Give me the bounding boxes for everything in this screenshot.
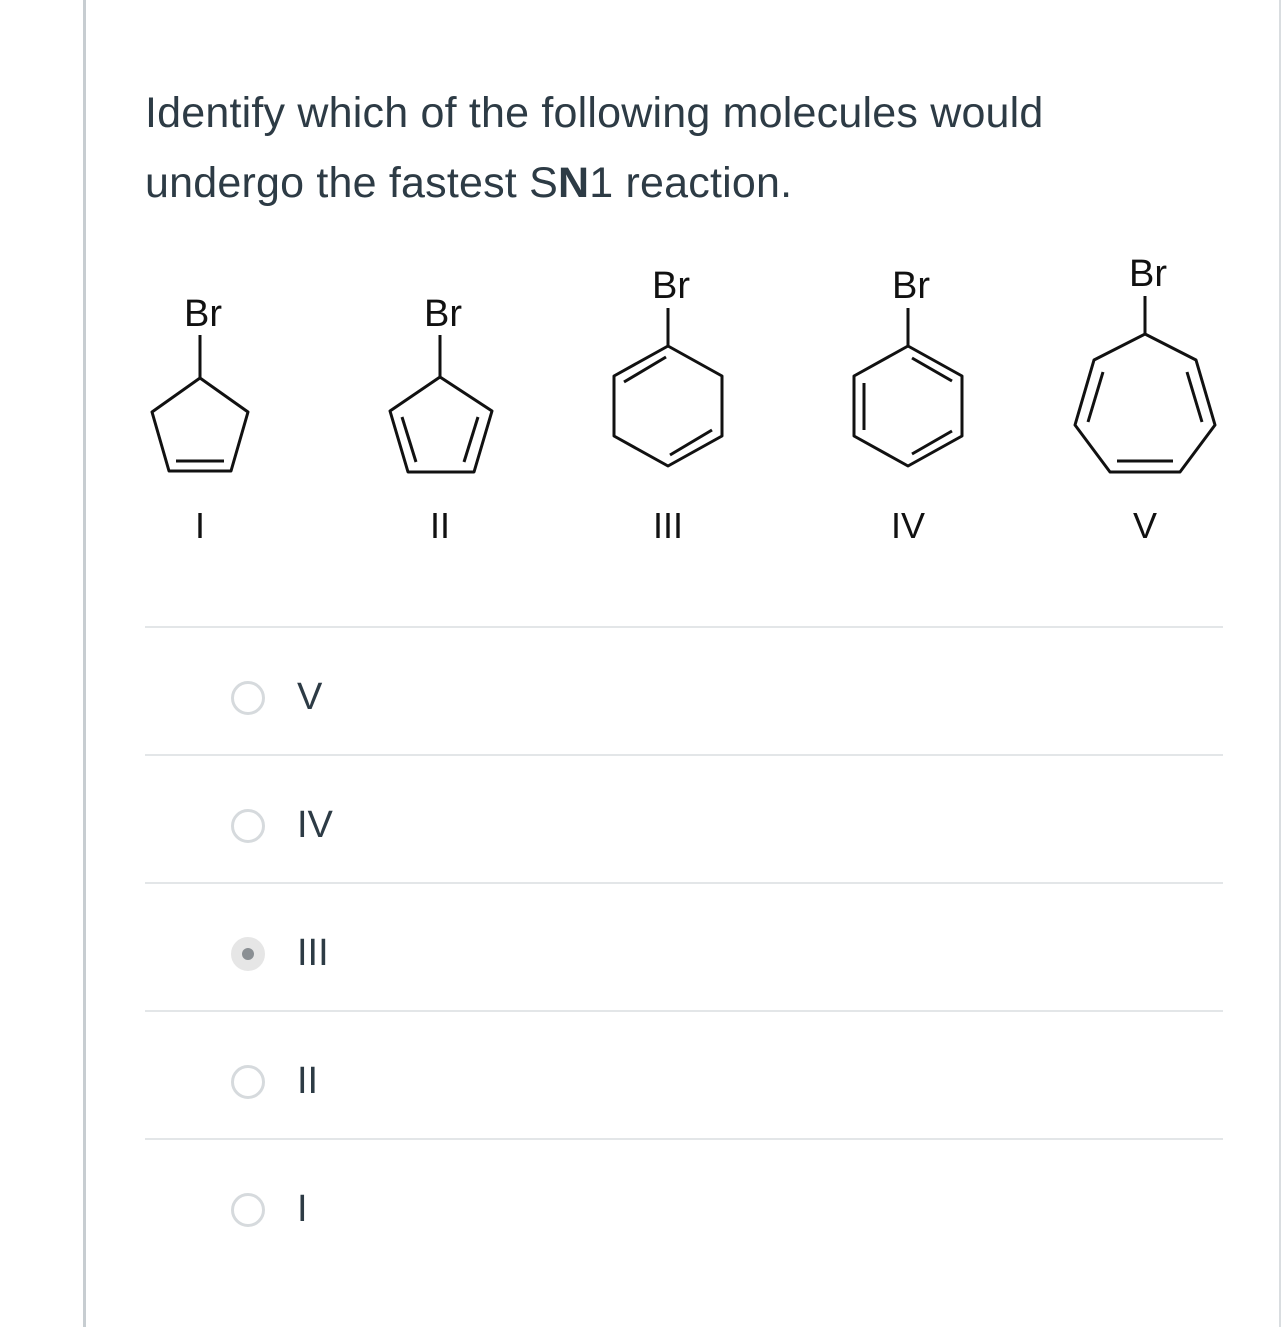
answer-option-ii[interactable]: [145, 1010, 1223, 1138]
molecule-5-structure: [1075, 296, 1215, 472]
answer-option-iv[interactable]: [145, 754, 1223, 882]
question-text: [145, 78, 1205, 218]
answer-label-i[interactable]: I: [297, 1188, 308, 1230]
molecule-1-br-label: Br: [184, 293, 222, 335]
answer-radio-iii[interactable]: [231, 937, 265, 971]
molecule-5-br-label: Br: [1129, 253, 1167, 295]
molecule-3-numeral: III: [652, 505, 684, 546]
molecule-3-structure: [614, 308, 722, 466]
answer-option-i[interactable]: [145, 1138, 1223, 1266]
answer-radio-i[interactable]: [231, 1193, 265, 1227]
answer-radio-iv[interactable]: [231, 809, 265, 843]
question-text-part: Identify which of the following molecules would undergo the fastest S: [145, 89, 1044, 207]
molecule-4-structure: [854, 308, 962, 466]
right-border: [1279, 0, 1281, 1327]
molecule-2-numeral: II: [429, 505, 451, 546]
molecule-2-br-label: Br: [424, 293, 462, 335]
answer-list: [145, 626, 1223, 1266]
molecule-1-structure: [152, 335, 248, 471]
question-text-end: 1 reaction.: [589, 159, 793, 207]
molecule-2-structure: [390, 335, 492, 472]
answer-label-iv[interactable]: IV: [297, 804, 333, 846]
molecule-structures-image: [140, 240, 1250, 570]
answer-radio-v[interactable]: [231, 681, 265, 715]
answer-label-v[interactable]: V: [297, 676, 323, 718]
molecule-5-numeral: V: [1132, 505, 1158, 546]
left-border: [83, 0, 86, 1327]
molecule-1-numeral: I: [194, 505, 206, 546]
answer-label-iii[interactable]: III: [297, 932, 329, 974]
molecule-3-br-label: Br: [652, 265, 690, 307]
answer-option-v[interactable]: [145, 626, 1223, 754]
molecule-4-numeral: IV: [890, 505, 926, 546]
molecule-4-br-label: Br: [892, 265, 930, 307]
molecule-figure: [140, 240, 1250, 570]
answer-radio-ii[interactable]: [231, 1065, 265, 1099]
answer-option-iii[interactable]: [145, 882, 1223, 1010]
question-text-bold: N: [557, 159, 590, 207]
answer-label-ii[interactable]: II: [297, 1060, 319, 1102]
